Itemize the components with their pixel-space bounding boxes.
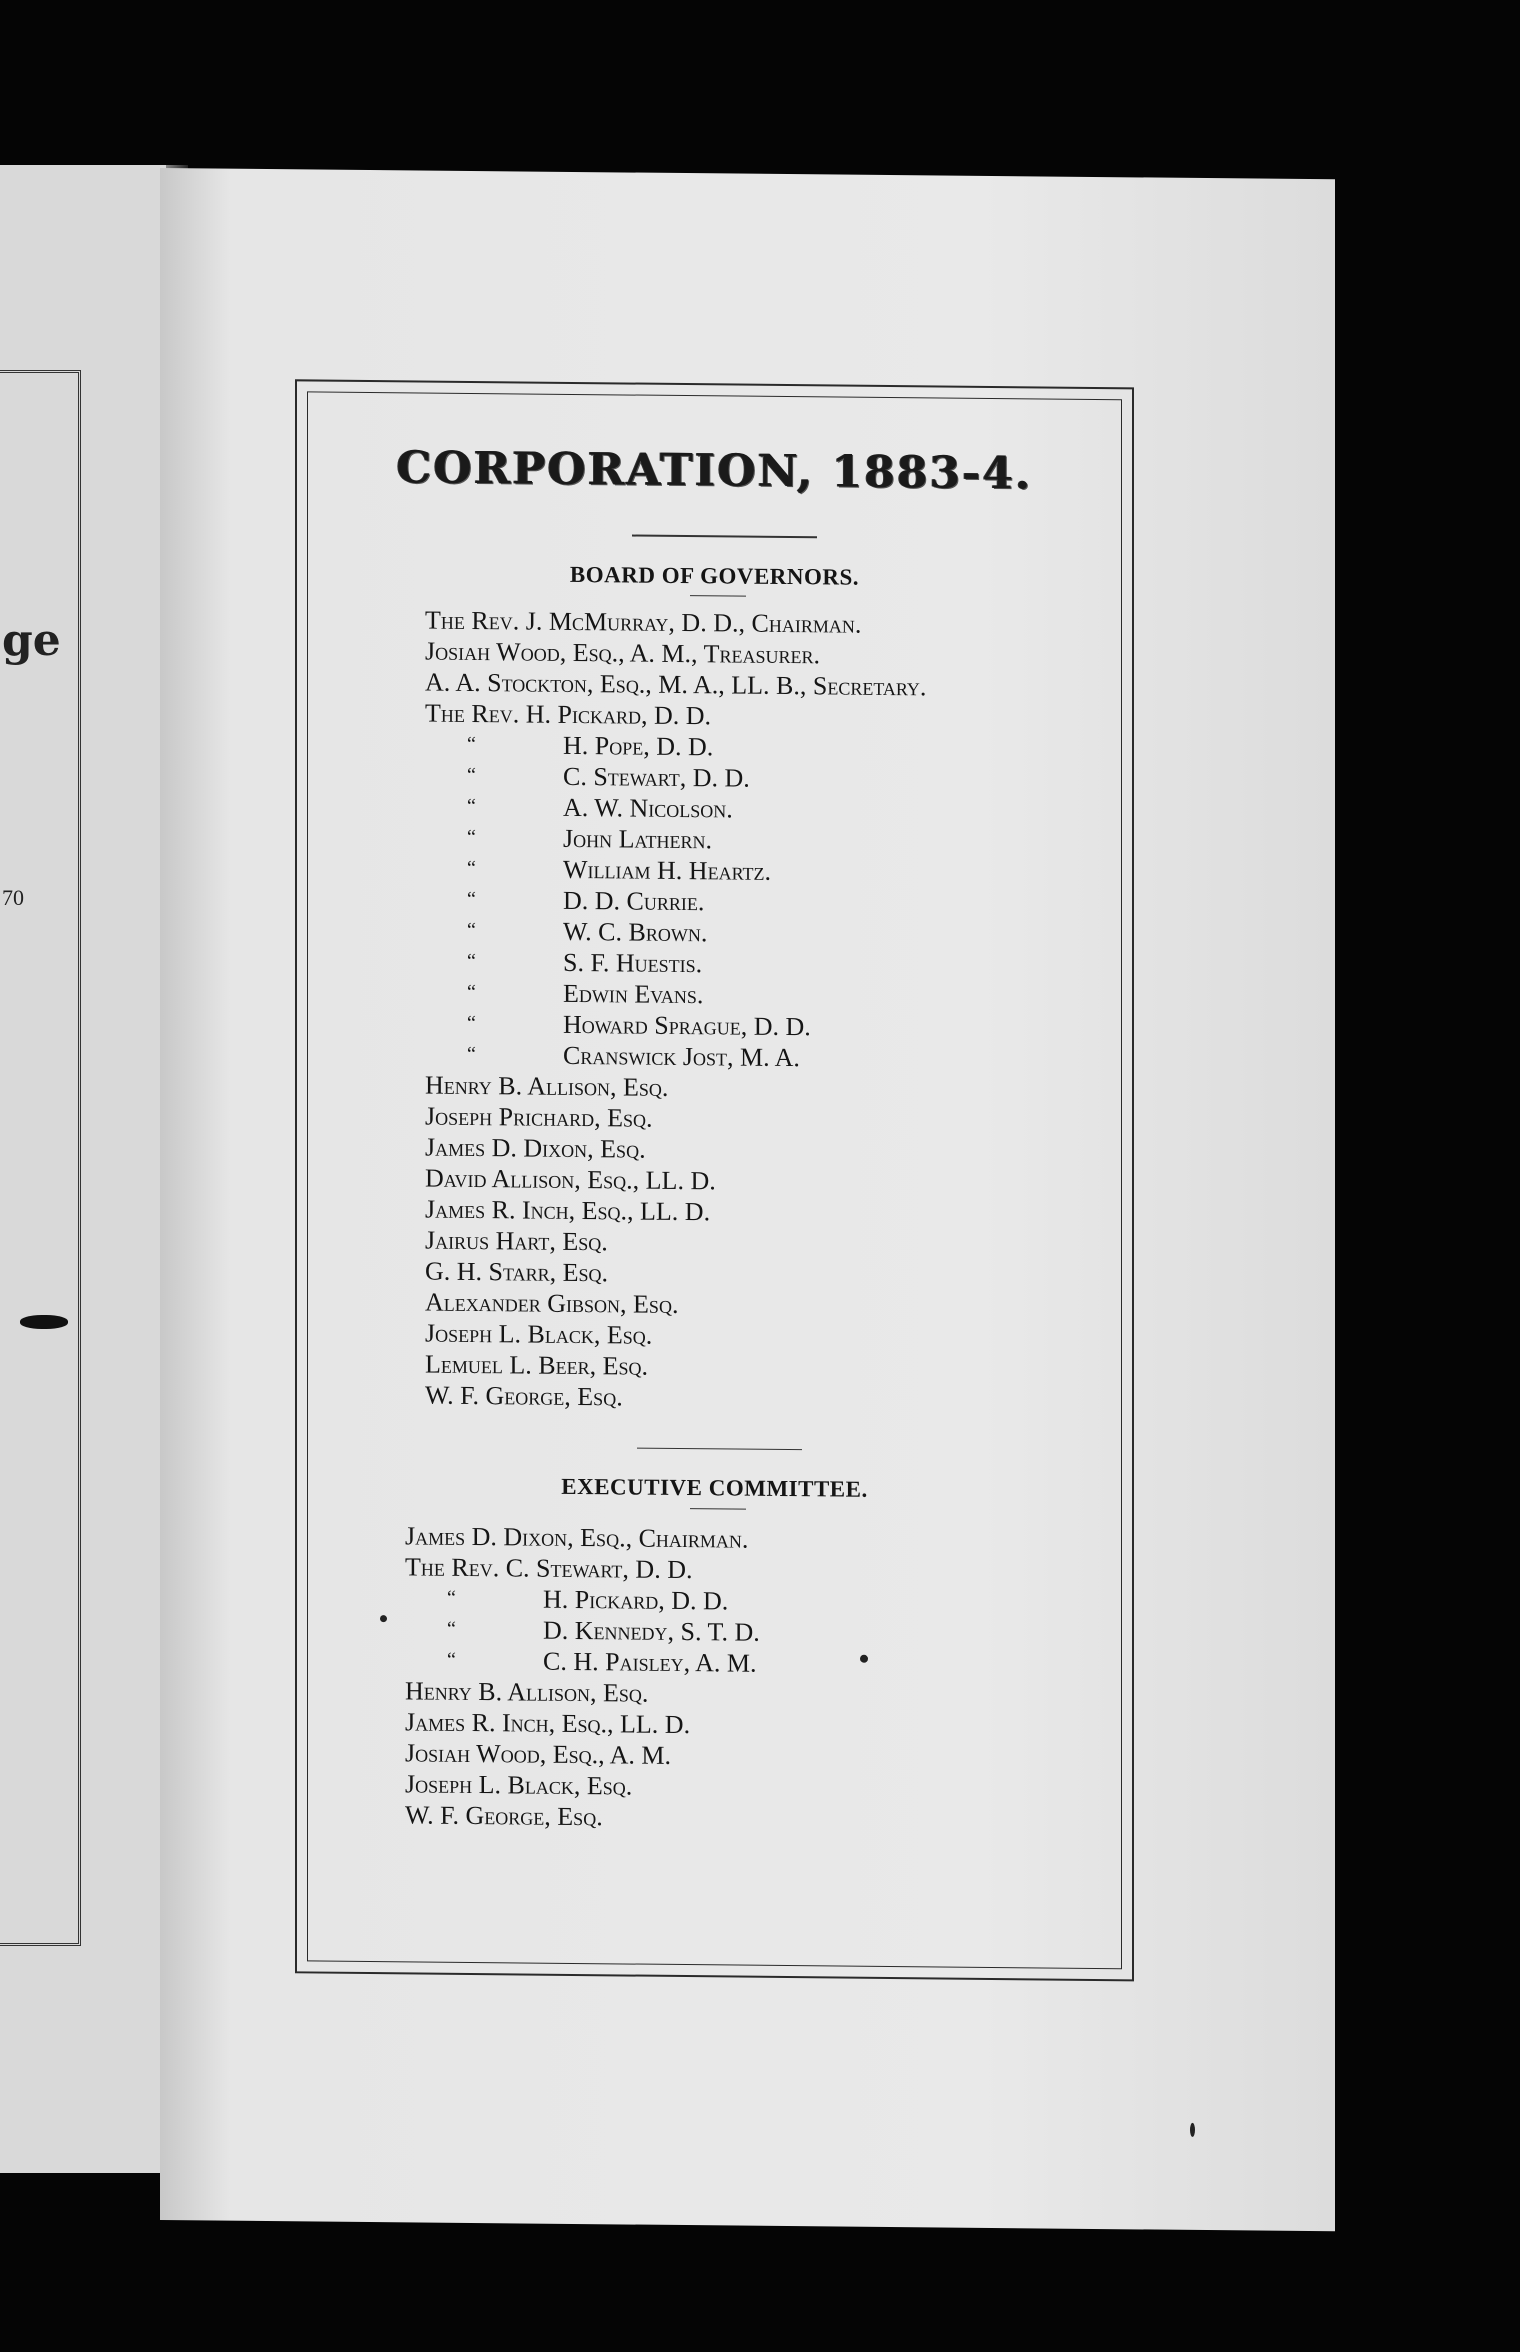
member-entry: [425, 667, 926, 703]
member-name: Joseph Prichard, Esq.: [425, 1101, 653, 1133]
ink-speck: [860, 1655, 868, 1663]
member-entry: [425, 1349, 926, 1385]
member-entry: [405, 1551, 748, 1585]
member-entry: [405, 1520, 748, 1554]
member-entry: [425, 884, 926, 920]
member-name: The Rev. H. Pickard, D. D.: [425, 698, 712, 731]
ditto-mark: “: [447, 1586, 456, 1609]
executive-committee-list: [405, 1520, 760, 1833]
member-name: James D. Dixon, Esq.: [425, 1132, 646, 1164]
member-entry: [425, 1287, 926, 1323]
member-name: Jairus Hart, Esq.: [425, 1225, 608, 1257]
member-name: The Rev. J. McMurray, D. D., Chairman.: [425, 605, 862, 639]
member-entry: [425, 1318, 926, 1354]
ditto-mark: “: [467, 825, 476, 849]
member-name: G. H. Starr, Esq.: [425, 1256, 608, 1288]
ditto-mark: “: [467, 763, 476, 787]
ditto-mark: “: [447, 1617, 456, 1640]
member-entry: [425, 791, 926, 827]
section-divider: [637, 1448, 802, 1451]
member-entry: [405, 1737, 748, 1771]
member-name: W. F. George, Esq.: [405, 1800, 603, 1832]
member-name: David Allison, Esq., LL. D.: [425, 1163, 716, 1196]
member-entry: [425, 1163, 926, 1199]
ditto-mark: “: [467, 918, 476, 942]
executive-committee-heading: EXECUTIVE COMMITTEE.: [561, 1473, 868, 1502]
ditto-mark: “: [447, 1648, 456, 1671]
member-name: D. Kennedy, S. T. D.: [543, 1615, 760, 1647]
member-entry: [425, 822, 926, 858]
member-entry: [425, 760, 926, 796]
member-name: Henry B. Allison, Esq.: [405, 1676, 649, 1708]
title-divider: [632, 535, 817, 539]
member-name: Joseph L. Black, Esq.: [425, 1318, 653, 1350]
member-entry: [405, 1675, 748, 1709]
ditto-mark: “: [467, 1042, 476, 1066]
ditto-mark: “: [467, 1011, 476, 1035]
left-page-text-fragment: 70: [2, 885, 24, 910]
member-entry: [405, 1706, 748, 1740]
member-entry: [405, 1768, 748, 1802]
left-page-frame: [0, 370, 81, 1946]
section-divider: [690, 595, 746, 597]
member-entry: [425, 1194, 926, 1230]
member-name: Cranswick Jost, M. A.: [563, 1040, 800, 1073]
member-entry: [425, 977, 926, 1013]
page-content: [297, 381, 1132, 1979]
page-border: [295, 379, 1134, 1981]
member-name: A. A. Stockton, Esq., M. A., LL. B., Secretary.: [425, 667, 927, 702]
member-entry: [425, 605, 926, 641]
member-name: The Rev. C. Stewart, D. D.: [405, 1552, 693, 1585]
ink-speck: [1190, 2123, 1195, 2137]
member-entry: [405, 1644, 757, 1678]
ditto-mark: “: [467, 794, 476, 818]
member-name: Josiah Wood, Esq., A. M.: [405, 1738, 672, 1770]
member-name: Howard Sprague, D. D.: [563, 1009, 811, 1042]
document-page: [160, 168, 1335, 2231]
member-name: W. C. Brown.: [563, 916, 708, 948]
member-name: A. W. Nicolson.: [563, 792, 733, 824]
ditto-mark: “: [467, 980, 476, 1004]
ink-speck: [380, 1615, 387, 1622]
member-entry: [425, 636, 926, 672]
member-name: William H. Heartz.: [563, 854, 771, 886]
member-name: Edwin Evans.: [563, 978, 704, 1010]
member-name: C. Stewart, D. D.: [563, 761, 750, 793]
member-entry: [425, 1380, 926, 1416]
member-entry: [425, 1070, 926, 1106]
member-entry: [425, 698, 926, 734]
ink-blot: [20, 1315, 68, 1329]
member-name: James R. Inch, Esq., LL. D.: [425, 1194, 711, 1227]
member-name: Joseph L. Black, Esq.: [405, 1769, 633, 1801]
member-name: James R. Inch, Esq., LL. D.: [405, 1707, 691, 1740]
member-name: H. Pope, D. D.: [563, 730, 714, 762]
member-entry: [425, 1225, 926, 1261]
ditto-mark: “: [467, 887, 476, 911]
member-entry: [425, 1256, 926, 1292]
member-name: John Lathern.: [563, 823, 712, 855]
member-entry: [405, 1613, 760, 1647]
board-of-governors-heading: BOARD OF GOVERNORS.: [569, 561, 860, 590]
member-name: Henry B. Allison, Esq.: [425, 1070, 669, 1102]
left-page-text-fragment: ge: [2, 615, 61, 666]
ditto-mark: “: [467, 949, 476, 973]
member-entry: [425, 729, 926, 765]
member-entry: [425, 1101, 926, 1137]
member-entry: [425, 1039, 926, 1075]
member-entry: [425, 946, 926, 982]
member-name: S. F. Huestis.: [563, 947, 703, 979]
member-name: Alexander Gibson, Esq.: [425, 1287, 679, 1319]
member-name: Josiah Wood, Esq., A. M., Treasurer.: [425, 636, 820, 670]
member-entry: [405, 1582, 748, 1616]
member-entry: [425, 915, 926, 951]
ditto-mark: “: [467, 732, 476, 756]
ditto-mark: “: [467, 856, 476, 880]
member-name: W. F. George, Esq.: [425, 1380, 623, 1412]
member-entry: [405, 1799, 748, 1833]
member-entry: [425, 853, 926, 889]
section-divider: [690, 1508, 746, 1510]
board-of-governors-list: [425, 605, 926, 1416]
member-entry: [425, 1008, 926, 1044]
page-title: CORPORATION, 1883-4.: [396, 442, 1033, 500]
member-entry: [425, 1132, 926, 1168]
member-name: C. H. Paisley, A. M.: [543, 1646, 757, 1678]
member-name: James D. Dixon, Esq., Chairman.: [405, 1521, 749, 1554]
member-name: Lemuel L. Beer, Esq.: [425, 1349, 648, 1381]
member-name: D. D. Currie.: [563, 885, 705, 917]
member-name: H. Pickard, D. D.: [543, 1584, 729, 1616]
